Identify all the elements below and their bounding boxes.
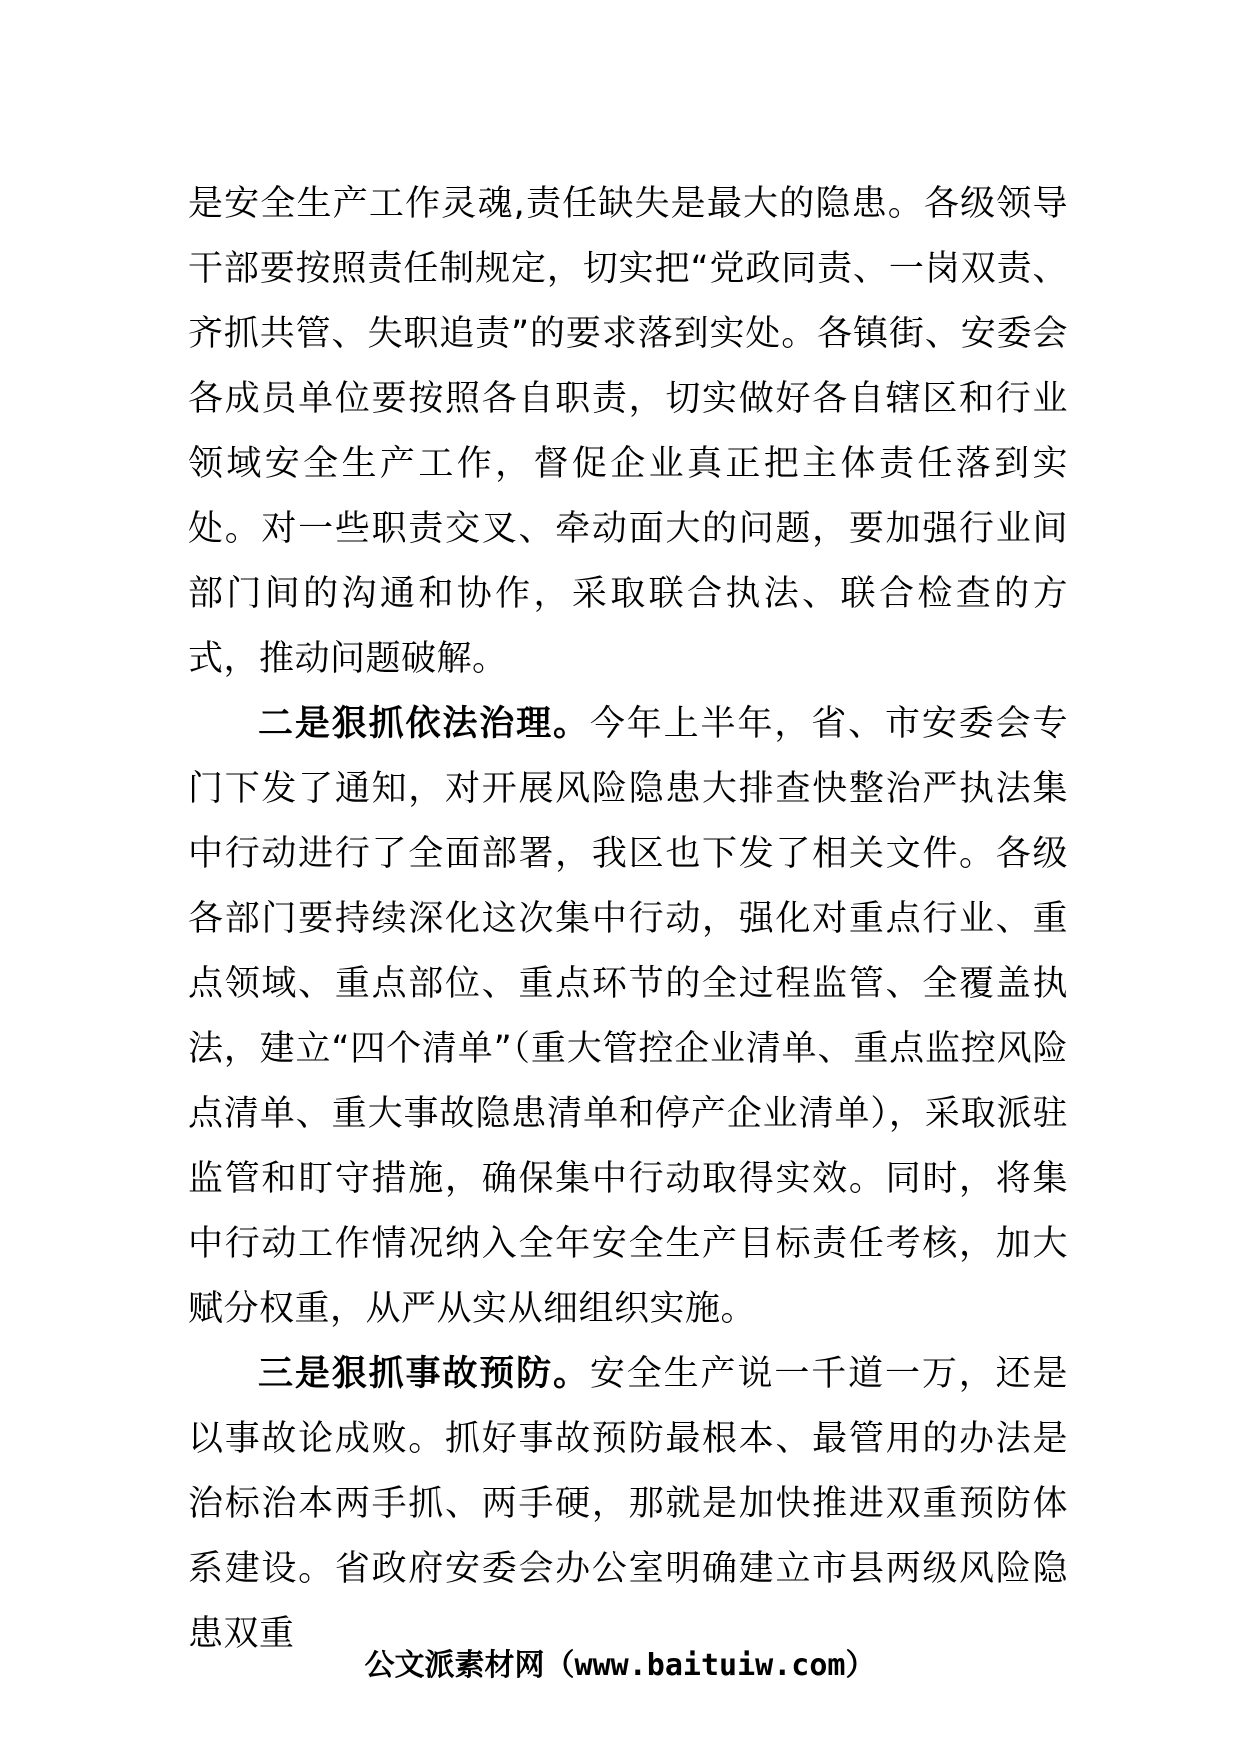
paragraph-lead: 二是狠抓依法治理。 [258, 704, 590, 744]
paragraph-text: 是安全生产工作灵魂,责任缺失是最大的隐患。各级领导干部要按照责任制规定，切实把“党政同责、一岗双责、齐抓共管、失职追责”的要求落到实处。各镇街、安委会各成员单位要按照各自职责，切实做好各自辖区和行业领域安全生产工作，督促企业真正把主体责任落到实处。对一些职责交叉、牵动面大的问题，要加强行业间部门间的沟通和协作，采取联合执法、联合检查的方式，推动问题破解。 [188, 184, 1068, 679]
page-footer [0, 1646, 1240, 1686]
footer-site-name: 公文派素材网 [364, 1648, 545, 1683]
footer-paren-close: ） [845, 1648, 876, 1683]
paragraph-continued [188, 172, 1068, 692]
paragraph-text: 今年上半年，省、市安委会专门下发了通知，对开展风险隐患大排查快整治严执法集中行动进行了全面部署，我区也下发了相关文件。各级各部门要持续深化这次集中行动，强化对重点行业、重点领域、重点部位、重点环节的全过程监管、全覆盖执法，建立“四个清单”（重大管控企业清单、重点监控风险点清单、重大事故隐患清单和停产企业清单），采取派驻监管和盯守措施，确保集中行动取得实效。同时，将集中行动工作情况纳入全年安全生产目标责任考核，加大赋分权重，从严从实从细组织实施。 [188, 704, 1068, 1329]
paragraph-law-governance [188, 692, 1068, 1342]
footer-site-url: www.baituiw.com [574, 1648, 846, 1683]
footer-paren-open: （ [544, 1648, 575, 1683]
paragraph-text: 安全生产说一千道一万，还是以事故论成败。抓好事故预防最根本、最管用的办法是治标治本两手抓、两手硬，那就是加快推进双重预防体系建设。省政府安委会办公室明确建立市县两级风险隐患双重 [188, 1354, 1068, 1654]
paragraph-lead: 三是狠抓事故预防。 [258, 1354, 590, 1394]
paragraph-accident-prevention [188, 1342, 1068, 1667]
document-body [188, 172, 1068, 1667]
